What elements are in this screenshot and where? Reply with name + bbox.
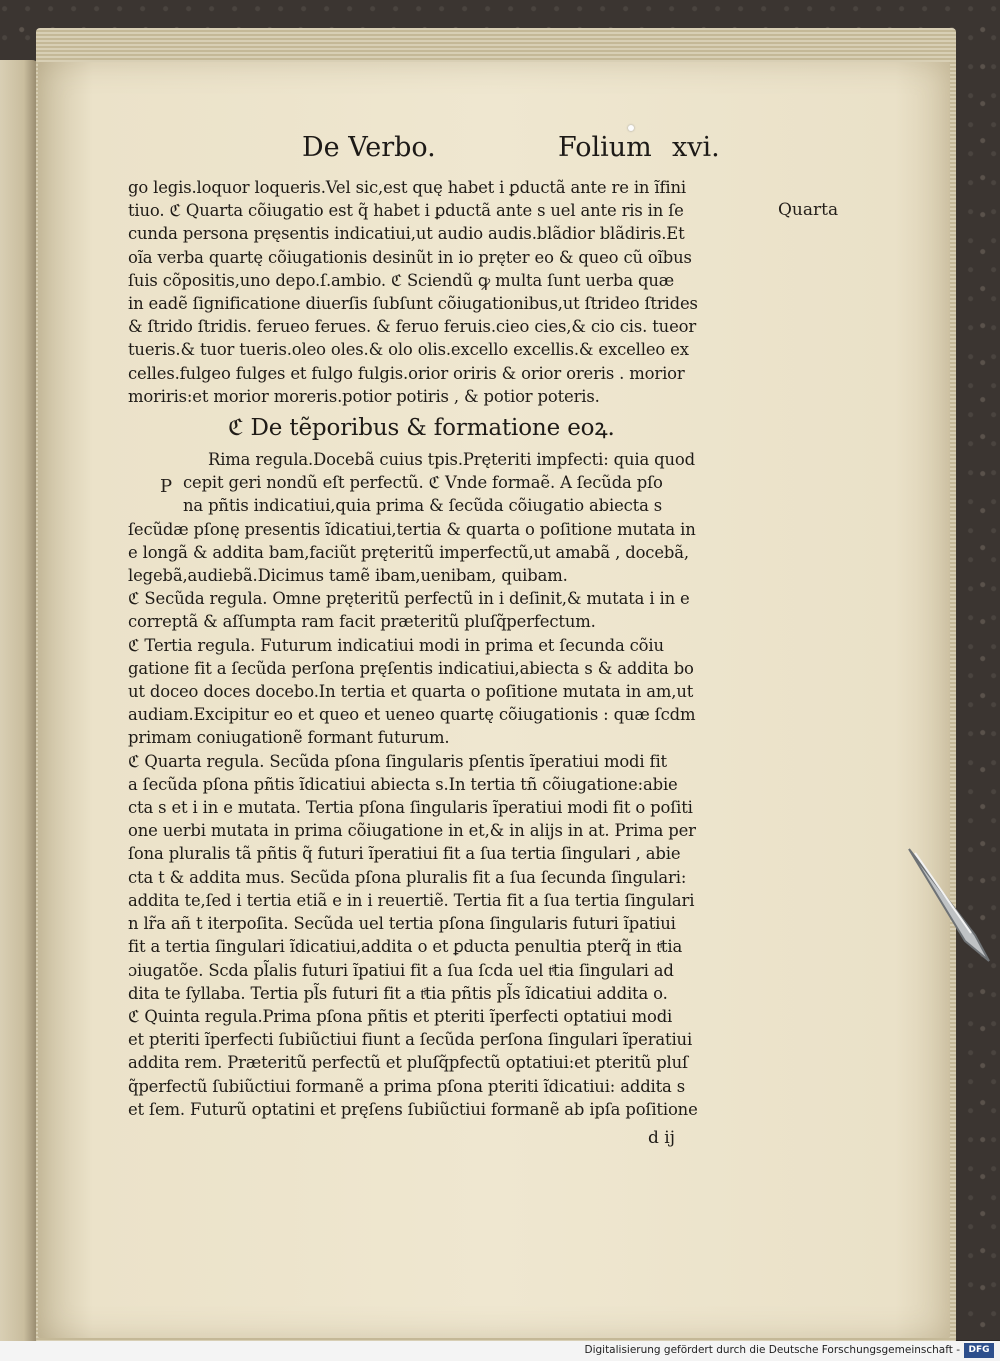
margin-note-quarta: Quarta bbox=[778, 200, 839, 220]
text-line: ℭ Tertia regula. Futurum indicatiui modi in prima et ſecunda cõiu bbox=[128, 635, 664, 655]
pin-marker-icon bbox=[628, 125, 634, 131]
text-line: celles.fulgeo fulges et fulgo fulgis.orior oriris & orior oreris . morior bbox=[128, 363, 685, 383]
text-line: et pteriti ĩperfecti ſubiũctiui fiunt a ſecũda perſona ſingulari ĩperatiui bbox=[128, 1030, 693, 1050]
text-line: & ſtrido ſtridis. ferueo ferues. & feruo feruis.cieo cies,& cio cis. tueor bbox=[128, 317, 697, 337]
text-line: ℭ Quinta regula.Prima pſona pñtis et pteriti ĩperfecti optatiui modi bbox=[128, 1006, 673, 1026]
text-line: audiam.Excipitur eo et queo et ueneo quartę cõiugationis : quæ ſcdm bbox=[128, 705, 696, 725]
text-line: ſuis cõpositis,uno depo.ſ.ambio. ℭ Sciendũ ꝙ multa ſunt uerba quæ bbox=[128, 270, 675, 290]
text-line: moriris:et morior moreris.potior potiris , & potior poteris. bbox=[128, 386, 600, 406]
text-line: dita te ſyllaba. Tertia pl̃s futuri fit a tͥtia pñtis pl̃s ĩdicatiui addita o. bbox=[128, 983, 668, 1003]
text-line: q̃perfectũ ſubiũctiui formanẽ a prima pſona pteriti ĩdicatiui: addita s bbox=[128, 1076, 686, 1096]
footer-credit: Digitalisierung gefördert durch die Deutsche Forschungsgemeinschaft - bbox=[584, 1344, 960, 1356]
paragraph-5 bbox=[128, 750, 764, 1005]
paragraph-6 bbox=[128, 1005, 764, 1121]
text-line: tueris.& tuor tueris.oleo oles.& olo olis.excello excellis.& excelleo ex bbox=[128, 340, 689, 360]
page-pointer-icon bbox=[905, 845, 995, 965]
paragraph-3 bbox=[128, 587, 764, 633]
text-line: e longã & addita bam,faciũt pręteritũ imperfectũ,ut amabã , docebã, bbox=[128, 542, 689, 562]
section-heading: ℭ De tẽporibus & formatione eoꝝ. bbox=[228, 415, 615, 442]
text-line: cta t & addita mus. Secũda pſona pluralis fit a ſua ſecunda ſingulari: bbox=[128, 867, 687, 887]
text-line: ſecũdæ pſonę presentis ĩdicatiui,tertia & quarta o poſitione mutata in bbox=[128, 519, 696, 539]
dfg-logo: DFG bbox=[964, 1343, 994, 1358]
left-page-edge bbox=[0, 60, 40, 1350]
text-line: et ſem. Futurũ optatini et pręſens ſubiũctiui formanẽ ab ipſa poſitione bbox=[128, 1099, 698, 1119]
text-line: n lr̃a añ t iterpoſita. Secũda uel tertia pſona ſingularis futuri ĩpatiui bbox=[128, 914, 676, 934]
text-line: cunda persona pręsentis indicatiui,ut audio audis.blãdior blãdiris.Et bbox=[128, 224, 685, 244]
text-line: go legis.loquor loqueris.Vel sic,est quę habet i ꝑductã ante re in ĩfini bbox=[128, 178, 686, 197]
paragraph-4 bbox=[128, 634, 764, 750]
text-line: cta s et i in e mutata. Tertia pſona ſingularis ĩperatiui modi fit o poſiti bbox=[128, 798, 693, 818]
text-line: cepit geri nondũ eſt perfectũ. ℭ Vnde formaẽ. A ſecũda pſo bbox=[183, 473, 663, 493]
signature-mark: d ij bbox=[648, 1128, 675, 1148]
text-line: ɔiugatõe. Scda pl̃alis futuri ĩpatiui fit a ſua ſcda uel tͥtia ſingulari ad bbox=[128, 960, 674, 980]
running-head-folio-number: xvi. bbox=[672, 132, 720, 163]
text-line: ut doceo doces docebo.In tertia et quarta o poſitione mutata in am,ut bbox=[128, 682, 694, 702]
text-line: gatione fit a ſecũda perſona pręſentis indicatiui,abiecta s & addita bo bbox=[128, 658, 694, 678]
text-line: ℭ Quarta regula. Secũda pſona ſingularis pſentis ĩperatiui modi fit bbox=[128, 751, 667, 771]
footer-bar bbox=[0, 1341, 1000, 1361]
text-line: legebã,audiebã.Dicimus tamẽ ibam,uenibam, quibam. bbox=[128, 566, 568, 586]
running-head-folium: Folium bbox=[558, 132, 652, 163]
text-line: ſona pluralis tã pñtis q̃ futuri ĩperatiui fit a ſua tertia ſingulari , abie bbox=[128, 844, 681, 864]
text-line: a ſecũda pſona pñtis ĩdicatiui abiecta s.In tertia tñ cõiugatione:abie bbox=[128, 774, 678, 794]
text-line: fit a tertia ſingulari ĩdicatiui,addita o et ꝑducta penultia pterq̃ in tͥtia bbox=[128, 937, 683, 957]
text-line: correptã & aſſumpta ram facit præteritũ pluſq̃perfectum. bbox=[128, 612, 596, 632]
paragraph-1 bbox=[128, 176, 764, 408]
text-line: one uerbi mutata in prima cõiugatione in et,& in alijs in at. Prima per bbox=[128, 821, 696, 841]
paragraph-2 bbox=[128, 448, 764, 587]
text-line: primam coniugationẽ formant futurum. bbox=[128, 728, 450, 748]
text-line: ℭ Secũda regula. Omne pręteritũ perfectũ in i deſinit,& mutata i in e bbox=[128, 589, 690, 609]
text-line: addita rem. Præteritũ perfectũ et pluſq̃pfectũ optatiui:et pteritũ pluſ bbox=[128, 1053, 688, 1073]
text-line: Rima regula.Docebã cuius tpis.Pręteriti impfecti: quia quod bbox=[208, 450, 695, 470]
text-line: tiuo. ℭ Quarta cõiugatio est q̃ habet i ꝑductã ante s uel ante ris in ſe bbox=[128, 201, 684, 221]
running-head-title: De Verbo. bbox=[302, 132, 436, 163]
text-line: addita te,ſed i tertia etiã e in i reuertiẽ. Tertia fit a ſua tertia ſingulari bbox=[128, 890, 695, 910]
text-line: oĩa verba quartę cõiugationis desinũt in io pręter eo & queo cũ oĩbus bbox=[128, 247, 692, 267]
running-head bbox=[300, 132, 740, 172]
text-line: na pñtis indicatiui,quia prima & ſecũda cõiugatio abiecta s bbox=[183, 496, 663, 516]
text-line: in eadẽ ſignificatione diuerſis ſubſunt cõiugationibus,ut ſtrideo ſtrides bbox=[128, 294, 698, 314]
text-block bbox=[128, 176, 764, 1121]
initial-letter-p: P bbox=[160, 476, 173, 497]
